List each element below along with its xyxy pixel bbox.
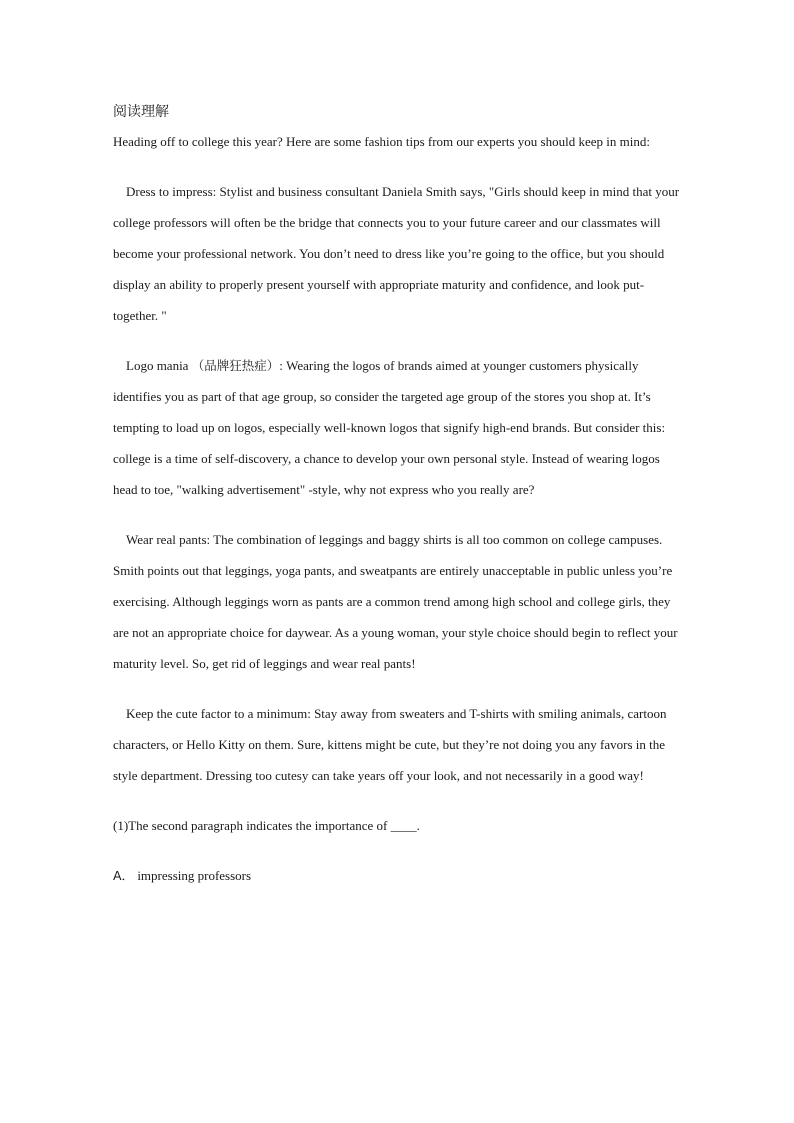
paragraph-body: Stay away from sweaters and T-shirts with smiling animals, cartoon characters, or Hello Kitty on them. Sure, kittens might be cute, but they’re not doing you any favors in the style department. Dressing too cutesy can take years off your look, and not necessarily in a good way! [113, 706, 667, 783]
question-text: The second paragraph indicates the importance of ____. [128, 818, 420, 833]
option-letter: A． [113, 868, 135, 883]
paragraph-heading: Dress to impress: [126, 184, 217, 199]
intro-paragraph: Heading off to college this year? Here are some fashion tips from our experts you should keep in mind: [113, 134, 650, 149]
paragraph-body: Stylist and business consultant Daniela Smith says, "Girls should keep in mind that your college professors will often be the bridge that connects you to your future career and our classmates will become your professional network. You don’t need to dress like you’re going to the office, but you should display an ability to properly present yourself with appropriate maturity and confidence, and look put-together. " [113, 184, 680, 323]
option-a [113, 860, 681, 891]
paragraph-wear-real-pants [113, 524, 681, 679]
option-text: impressing professors [134, 868, 252, 883]
section-title: 阅读理解 [113, 105, 169, 120]
paragraph-logo-mania [113, 350, 681, 505]
paragraph-body: The combination of leggings and baggy shirts is all too common on college campuses. Smith points out that leggings, yoga pants, and sweatpants are entirely unacceptable in public unless you’re exercising. Although leggings worn as pants are a common trend among high school and college girls, they are not an appropriate choice for daywear. As a young woman, your style choice should begin to reflect your maturity level. So, get rid of leggings and wear real pants! [113, 532, 678, 671]
chinese-note: （品牌狂热症） [191, 358, 280, 373]
paragraph-body: : Wearing the logos of brands aimed at younger customers physically identifies you as part of that age group, so consider the targeted age group of the stores you shop at. It’s tempting to load up on logos, especially well-known logos that signify high-end brands. But consider this: college is a time of self-discovery, a chance to develop your own personal style. Instead of wearing logos head to toe, "walking advertisement" -style, why not express who you really are? [113, 358, 666, 497]
paragraph-dress-to-impress [113, 176, 681, 331]
paragraph-heading: Wear real pants: [126, 532, 211, 547]
paragraph-heading: Logo mania [126, 358, 192, 373]
paragraph-heading: Keep the cute factor to a minimum: [126, 706, 311, 721]
question-1 [113, 810, 681, 841]
question-number: (1) [113, 818, 129, 833]
document-page [113, 100, 681, 891]
paragraph-cute-factor [113, 698, 681, 791]
